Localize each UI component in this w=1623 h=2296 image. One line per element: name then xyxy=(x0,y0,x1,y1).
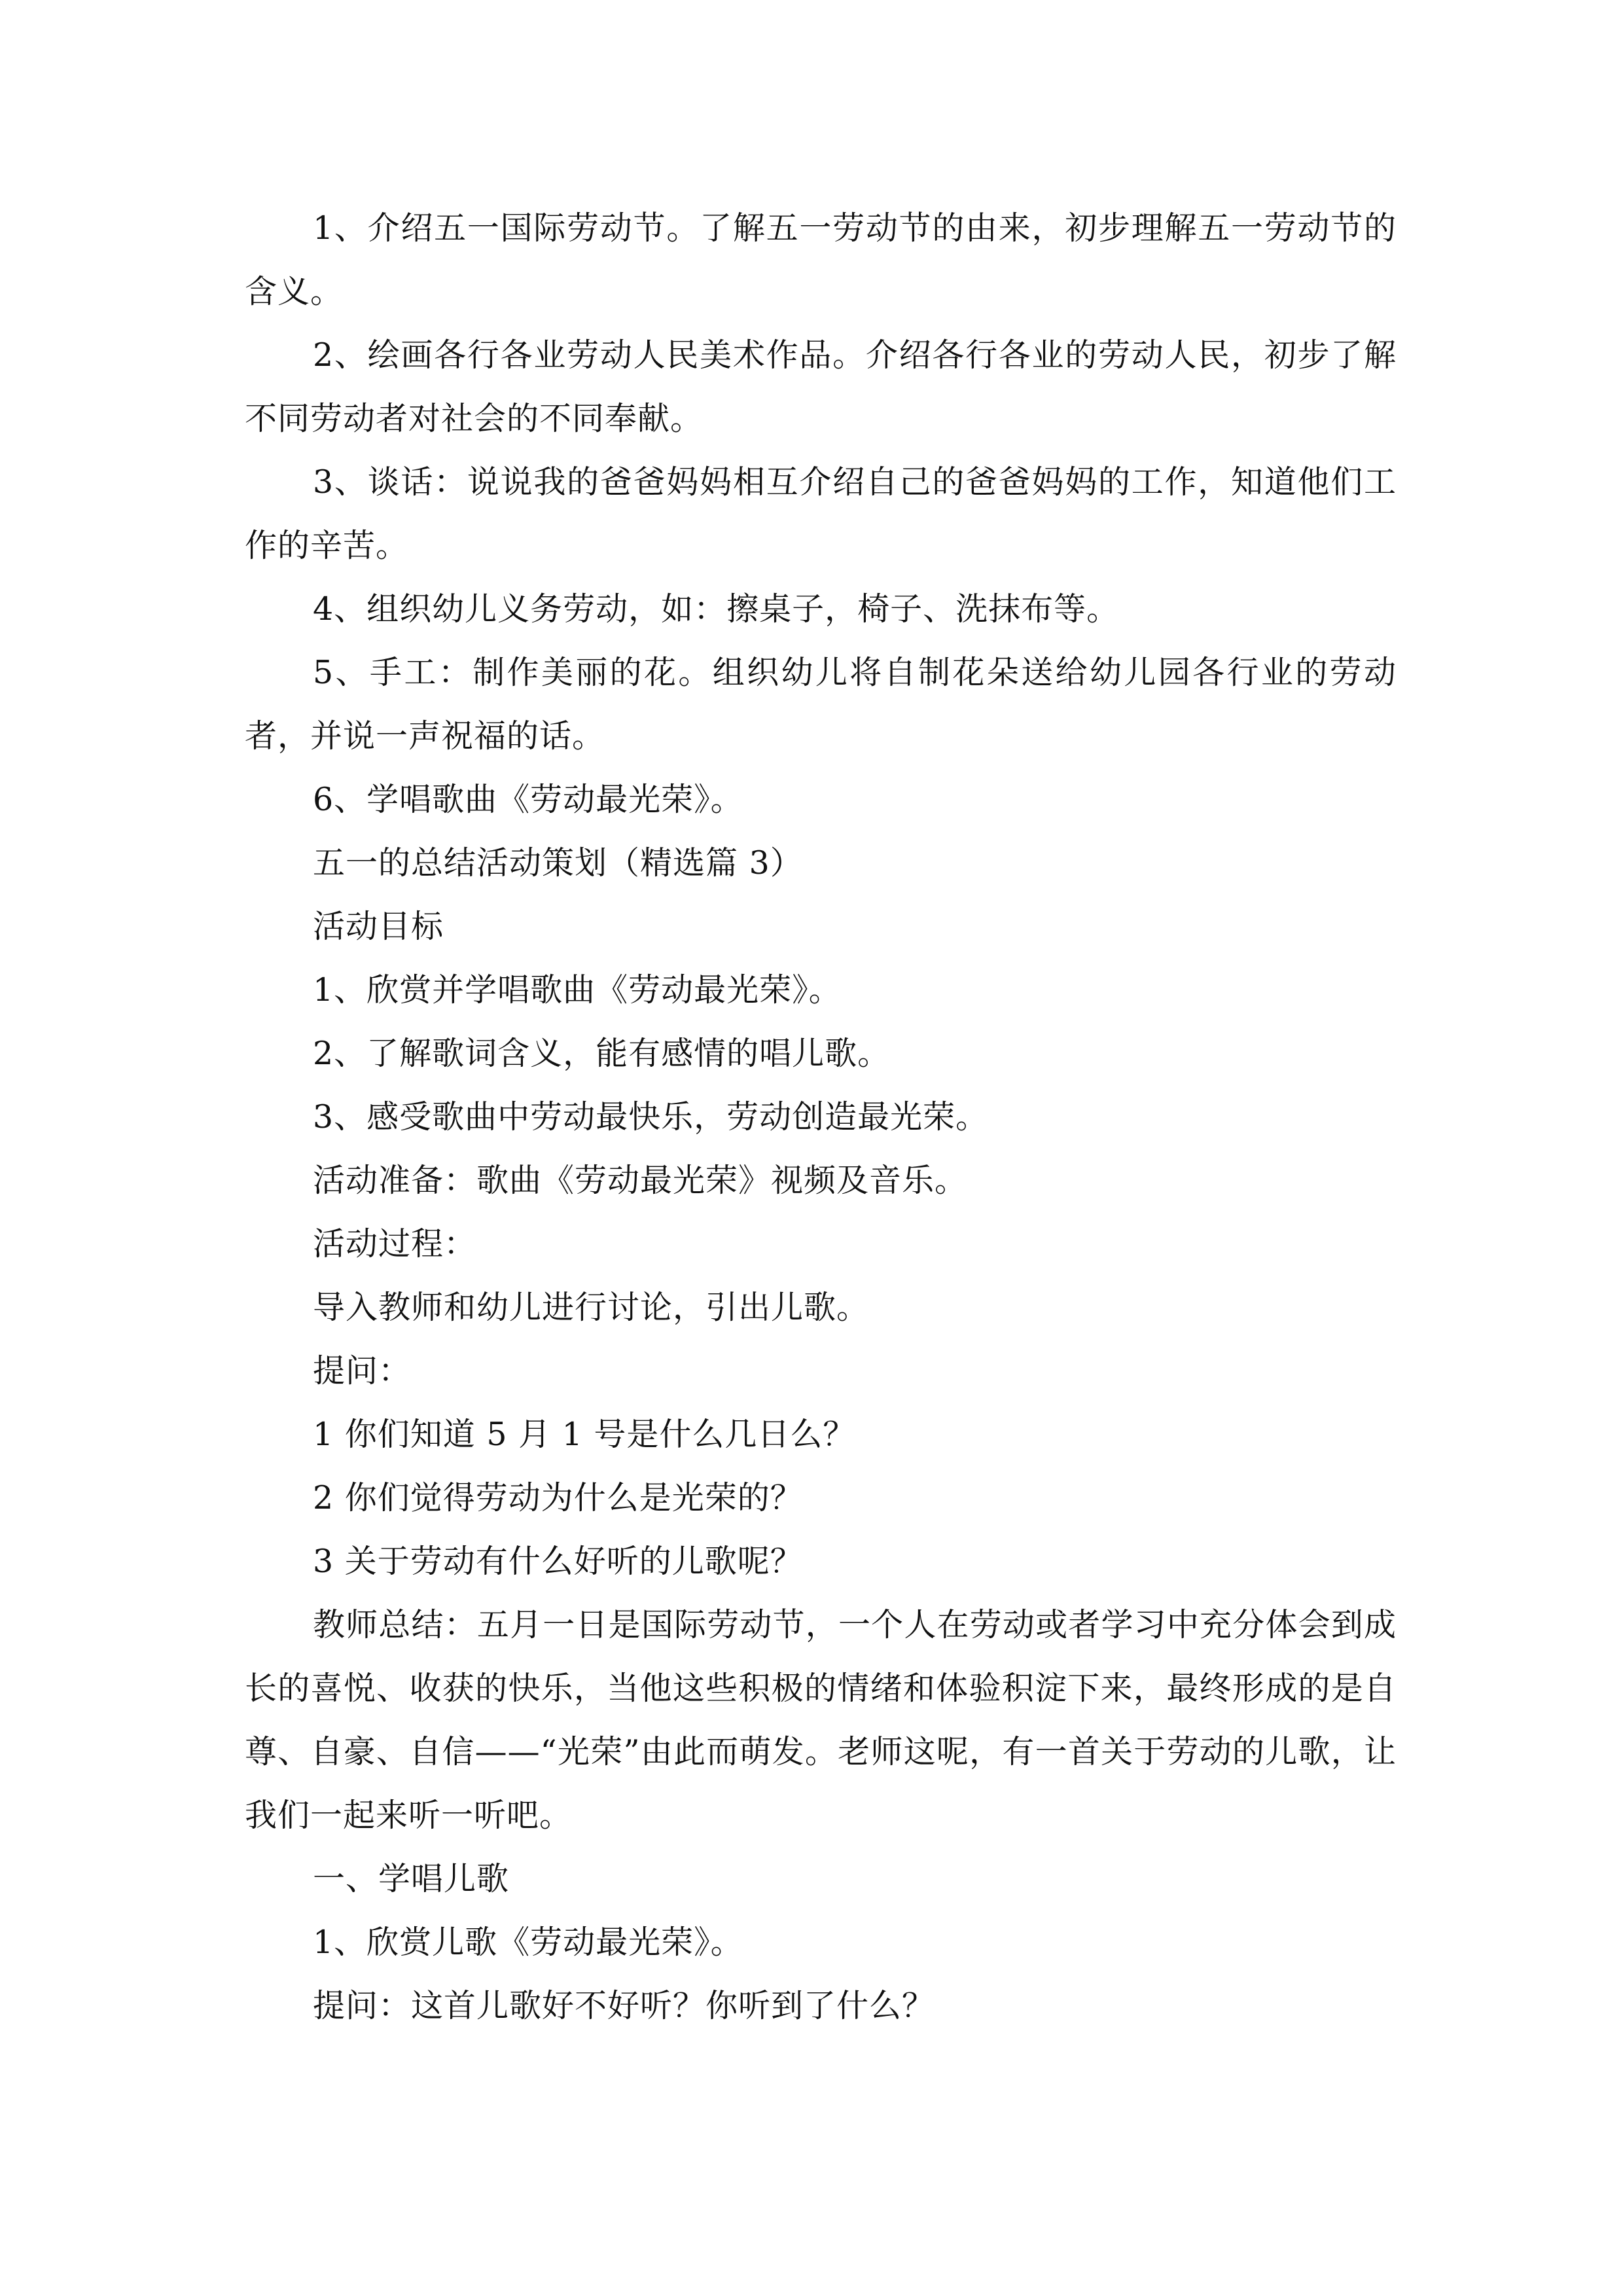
paragraph-learn-song: 6、学唱歌曲《劳动最光荣》。 xyxy=(313,781,743,818)
paragraph-introduction: 导入教师和幼儿进行讨论，引出儿歌。 xyxy=(313,1289,870,1326)
step-item: 1、欣赏儿歌《劳动最光荣》。 xyxy=(313,1924,743,1961)
activity-preparation: 活动准备：歌曲《劳动最光荣》视频及音乐。 xyxy=(313,1162,968,1199)
paragraph-intro-labor-day: 1、介绍五一国际劳动节。了解五一劳动节的由来，初步理解五一劳动节的含义。 xyxy=(245,209,1397,310)
question-item: 1 你们知道 5 月 1 号是什么几日么？ xyxy=(313,1416,856,1453)
question-item: 3 关于劳动有什么好听的儿歌呢？ xyxy=(313,1543,803,1580)
subsection-heading: 一、学唱儿歌 xyxy=(313,1860,510,1897)
activity-process-heading: 活动过程： xyxy=(313,1225,477,1263)
paragraph-volunteer-labor: 4、组织幼儿义务劳动，如：擦桌子，椅子、洗抹布等。 xyxy=(313,590,1120,628)
activity-goals-heading: 活动目标 xyxy=(313,908,444,945)
section-heading: 五一的总结活动策划（精选篇 3） xyxy=(313,844,803,882)
paragraph-handcraft: 5、手工：制作美丽的花。组织幼儿将自制花朵送给幼儿园各行业的劳动者，并说一声祝福的话。 xyxy=(245,654,1397,755)
teacher-summary: 教师总结：五月一日是国际劳动节，一个人在劳动或者学习中充分体会到成长的喜悦、收获的快乐，当他这些积极的情绪和体验积淀下来，最终形成的是自尊、自豪、自信——“光荣”由此而萌发。老师这呢，有一首关于劳动的儿歌，让我们一起来听一听吧。 xyxy=(245,1606,1397,1834)
goal-item: 1、欣赏并学唱歌曲《劳动最光荣》。 xyxy=(313,971,842,1009)
document-body xyxy=(245,196,1397,2037)
question-item: 2 你们觉得劳动为什么是光荣的？ xyxy=(313,1479,803,1516)
question-line: 提问：这首儿歌好不好听？你听到了什么？ xyxy=(313,1987,935,2024)
goal-item: 3、感受歌曲中劳动最快乐，劳动创造最光荣。 xyxy=(313,1098,989,1136)
goal-item: 2、了解歌词含义，能有感情的唱儿歌。 xyxy=(313,1035,891,1072)
paragraph-talk: 3、谈话：说说我的爸爸妈妈相互介绍自己的爸爸妈妈的工作，知道他们工作的辛苦。 xyxy=(245,463,1397,564)
question-label: 提问： xyxy=(313,1352,412,1390)
paragraph-art-works: 2、绘画各行各业劳动人民美术作品。介绍各行各业的劳动人民，初步了解不同劳动者对社会的不同奉献。 xyxy=(245,336,1397,437)
